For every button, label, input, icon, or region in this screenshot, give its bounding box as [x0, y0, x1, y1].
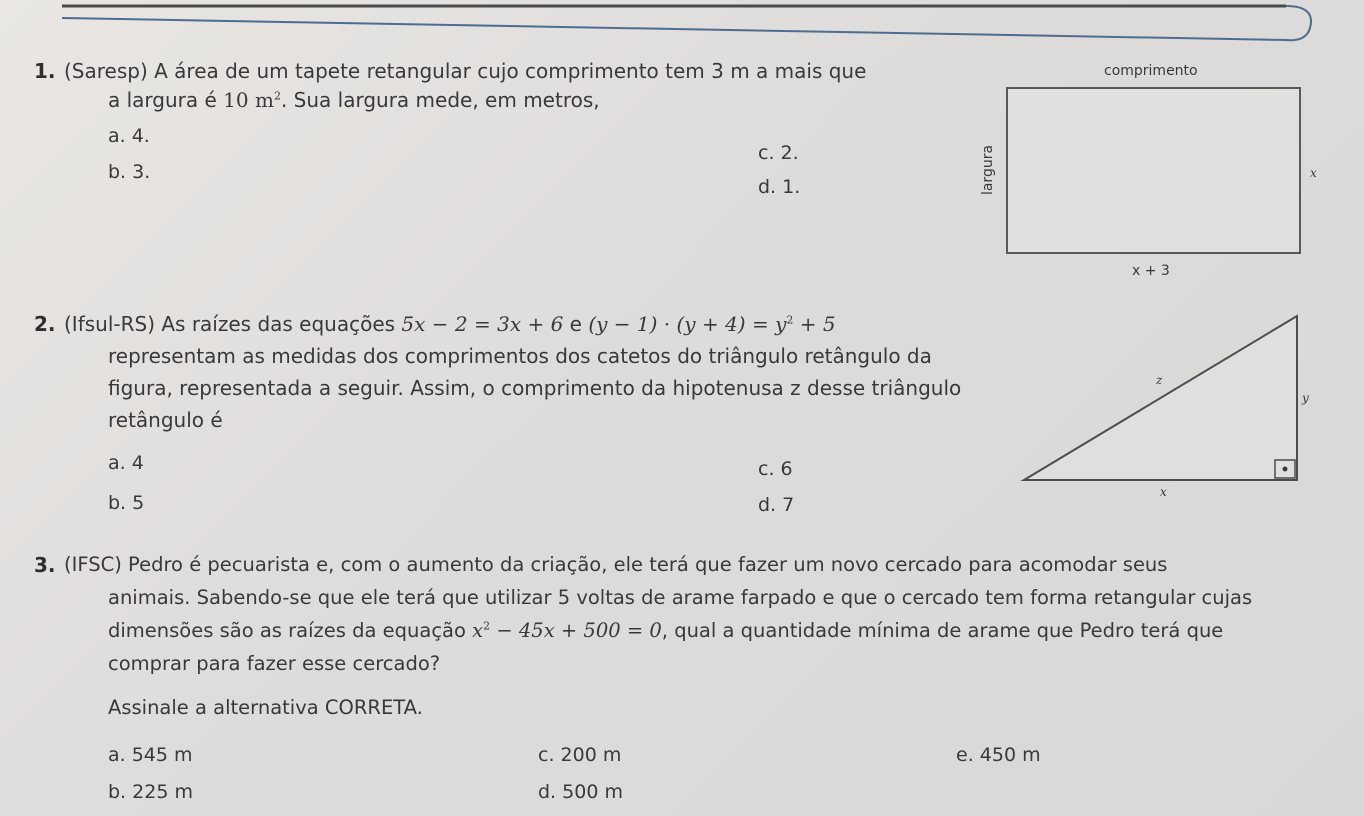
question-2-line-2: representam as medidas dos comprimentos dos catetos do triângulo retângulo da [108, 344, 932, 368]
question-3-option-a[interactable]: a. 545 m [108, 744, 193, 766]
question-1-option-b[interactable]: b. 3. [108, 161, 151, 183]
rectangle-shape [1006, 87, 1301, 254]
rectangle-width-label: largura [980, 144, 997, 196]
question-2-line-3: figura, representada a seguir. Assim, o comprimento da hipotenusa z desse triângulo [108, 376, 962, 400]
equation-1: 5x − 2 = 3x + 6 [401, 312, 564, 336]
question-3-option-d[interactable]: d. 500 m [538, 781, 623, 803]
question-3-instruction: Assinale a alternativa CORRETA. [108, 696, 423, 719]
question-3-line-2: animais. Sabendo-se que ele terá que utilizar 5 voltas de arame farpado e que o cercado tem forma retangular cujas [108, 586, 1253, 609]
rectangle-x-plus-3-label: x + 3 [1132, 263, 1170, 279]
leg-x-label: x [1160, 485, 1167, 499]
rectangle-length-label: comprimento [1104, 63, 1198, 79]
top-frame-decoration [60, 0, 1320, 48]
right-angle-dot [1283, 467, 1288, 472]
leg-y-label: y [1302, 391, 1309, 405]
question-2-option-a[interactable]: a. 4 [108, 452, 144, 474]
question-2-line-1: (Ifsul-RS) As raízes das equações 5x − 2 = 3x + 6 e $(y - 1) \cdot (y + 4) = y^2 + 5$ [64, 312, 836, 336]
question-1-line-2: a largura é 10 $m^2$. Sua largura mede, em metros, [108, 88, 600, 112]
right-triangle-figure [1010, 310, 1310, 499]
question-1-option-a[interactable]: a. 4. [108, 125, 150, 147]
question-3-line-3: dimensões são as raízes da equação $x^2 - 45x + 500 = 0$, qual a quantidade mínima de arame que Pedro terá que [108, 619, 1224, 642]
question-3-option-b[interactable]: b. 225 m [108, 781, 193, 803]
question-2-option-d[interactable]: d. 7 [758, 494, 795, 516]
question-2-number: 2. [34, 312, 56, 336]
question-2-option-c[interactable]: c. 6 [758, 458, 793, 480]
question-3-line-4: comprar para fazer esse cercado? [108, 652, 441, 675]
question-2-line-4: retângulo é [108, 408, 223, 432]
hypotenuse-z-label: z [1156, 373, 1163, 387]
question-2-option-b[interactable]: b. 5 [108, 492, 145, 514]
question-3-line-1: (IFSC) Pedro é pecuarista e, com o aumento da criação, ele terá que fazer um novo cercado para acomodar seus [64, 553, 1168, 576]
question-1-option-d[interactable]: d. 1. [758, 176, 801, 198]
quadratic-equation: $x^2 - 45x + 500 = 0$ [472, 619, 662, 642]
equation-2: $(y - 1) \cdot (y + 4) = y^2 + 5$ [588, 312, 836, 336]
right-triangle-shape [1024, 316, 1297, 480]
question-3-option-c[interactable]: c. 200 m [538, 744, 622, 766]
rectangle-x-label: x [1310, 166, 1317, 180]
question-3-number: 3. [34, 553, 56, 577]
question-1-number: 1. [34, 59, 56, 83]
question-1-line-1: (Saresp) A área de um tapete retangular cujo comprimento tem 3 m a mais que [64, 59, 867, 83]
question-3-option-e[interactable]: e. 450 m [956, 744, 1041, 766]
question-1-option-c[interactable]: c. 2. [758, 142, 799, 164]
